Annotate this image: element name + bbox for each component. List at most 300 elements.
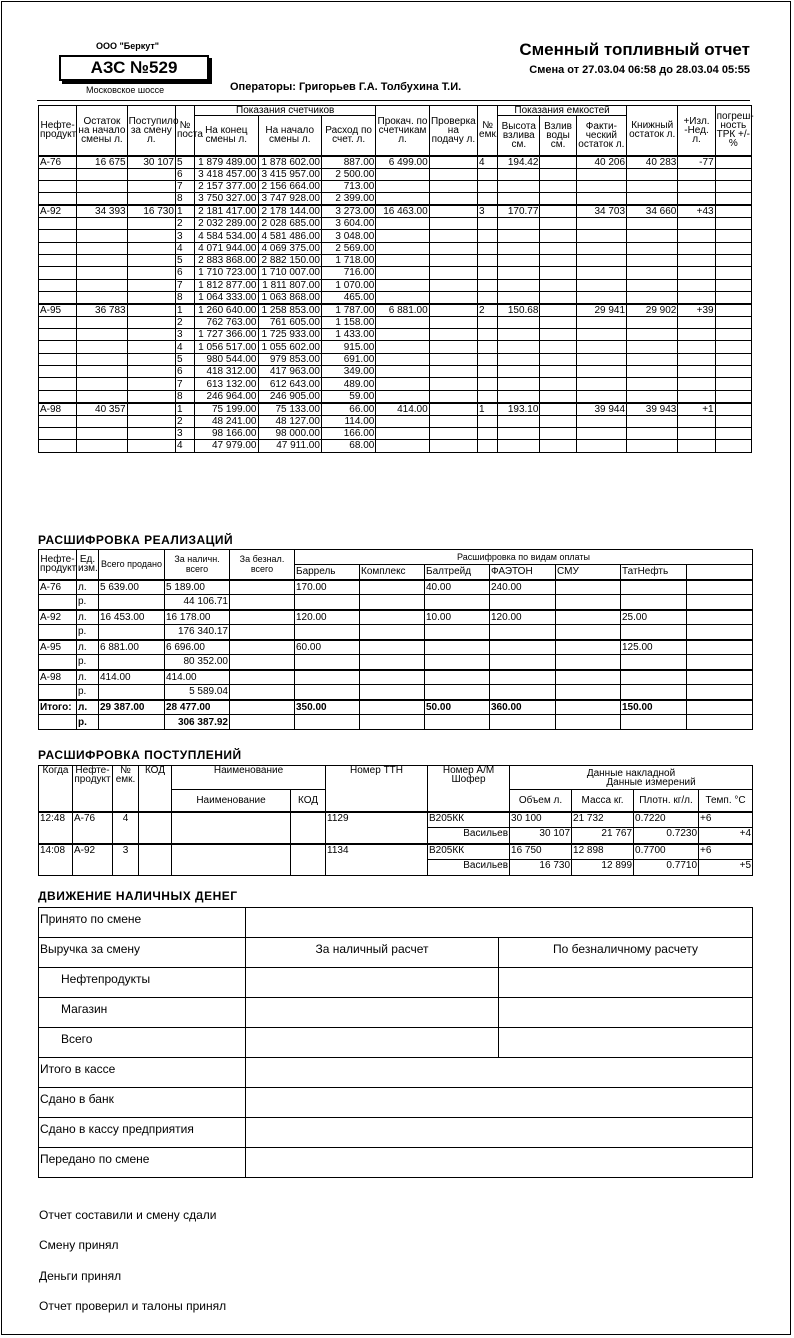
counter-cell-actual [576,168,626,180]
sales-row [39,580,753,595]
receipt-measured-value: 16 730 [510,860,572,876]
sales-cell: 120.00 [490,610,556,625]
counter-row [39,254,752,266]
sales-cell: 125.00 [621,640,687,655]
counter-cell-check [429,366,477,378]
counter-cell-tank-no [478,415,498,427]
counter-cell-actual: 40 206 [576,156,626,169]
counter-cell-meter-end: 418 312.00 [195,366,258,378]
cash-total: Всего [39,1028,246,1058]
counter-cell-tank-no [478,353,498,365]
counter-cell-pumped: 6 881.00 [376,304,429,317]
sales-cell [621,670,687,685]
counter-cell-error [715,156,751,169]
counter-cell-pumped [376,341,429,353]
sales-col-noncash: За безнал. всего [230,550,295,580]
counter-cell-meter-start: 1 725 933.00 [258,329,321,341]
counter-cell-meter-flow: 66.00 [321,403,375,416]
report-title: Сменный топливный отчет [519,40,750,59]
counter-cell-meter-flow: 713.00 [321,180,375,192]
sales-row [39,685,753,700]
sales-col-payment: ФАЭТОН [490,565,556,580]
sales-cell [230,685,295,700]
counter-cell-actual [576,440,626,452]
counter-cell-pumped [376,390,429,403]
receipt-driver: Васильев [428,860,510,876]
sales-cell: 60.00 [295,640,360,655]
counter-cell-book [627,230,678,242]
counter-cell-book [627,341,678,353]
sales-cell [425,640,490,655]
counter-cell-received [127,230,175,242]
counter-cell-post: 5 [175,353,194,365]
sales-cell [295,655,360,670]
counter-cell-check [429,316,477,328]
receipt-name [172,844,291,876]
counter-cell-actual [576,353,626,365]
counter-cell-book: 29 902 [627,304,678,317]
sales-cell [687,655,753,670]
counter-row [39,156,752,169]
counter-cell-water [540,156,576,169]
counter-cell-rest-start: 36 783 [77,304,127,317]
sales-cell [230,580,295,595]
rec-measured-label: Данные измерений [606,776,696,788]
counter-cell-height: 150.68 [498,304,540,317]
sales-cell: л. [77,670,99,685]
counter-cell-meter-flow: 3 273.00 [321,205,375,218]
sales-cell [687,640,753,655]
counter-cell-tank-no [478,390,498,403]
counter-row [39,218,752,230]
station-name: АЗС №529 [90,58,178,77]
counter-row [39,403,752,416]
sales-cell [687,685,753,700]
counter-cell-post: 3 [175,230,194,242]
counter-cell-meter-end: 2 157 377.00 [195,180,258,192]
sales-col-payment: Баррель [295,565,360,580]
receipt-invoice-value: +6 [699,844,753,860]
counter-cell-check [429,242,477,254]
rec-col-car: Номер А/М Шофер [428,766,510,812]
col-book: Книжный остаток л. [627,106,678,156]
sales-cell: 414.00 [99,670,165,685]
sales-cell: 6 696.00 [165,640,230,655]
counter-cell-rest-start [77,168,127,180]
cash-shop-cash [246,998,499,1028]
counter-cell-product [39,440,77,452]
cash-to-company-value [246,1118,753,1148]
counter-row [39,341,752,353]
sales-cell: 80 352.00 [165,655,230,670]
sales-cell [556,625,621,640]
col-tank-no: № емк. [478,106,498,156]
receipt-measured-value: +5 [699,860,753,876]
counter-cell-water [540,415,576,427]
counter-cell-height [498,427,540,439]
rec-col-code: КОД [139,766,172,812]
counter-cell-product [39,378,77,390]
sales-cell [99,595,165,610]
sales-cell [621,595,687,610]
counter-cell-meter-end: 48 241.00 [195,415,258,427]
counter-cell-surplus: +1 [678,403,715,416]
sales-cell [360,580,425,595]
counter-cell-rest-start [77,316,127,328]
counter-cell-meter-start: 1 811 807.00 [258,279,321,291]
sales-col-cash: За наличн. всего [165,550,230,580]
counter-cell-actual: 34 703 [576,205,626,218]
sales-cell [621,655,687,670]
receipt-code [139,812,172,844]
counter-cell-pumped: 6 499.00 [376,156,429,169]
counter-cell-check [429,341,477,353]
company-name: ООО "Беркут" [96,41,160,51]
counter-cell-surplus [678,279,715,291]
counter-cell-surplus [678,341,715,353]
counter-cell-height [498,267,540,279]
counter-row [39,353,752,365]
counter-cell-actual [576,316,626,328]
receipt-row [39,812,753,828]
sales-cell [556,700,621,715]
counter-cell-actual [576,242,626,254]
counter-cell-error [715,180,751,192]
counter-cell-post: 4 [175,242,194,254]
cash-title: ДВИЖЕНИЕ НАЛИЧНЫХ ДЕНЕГ [38,889,238,903]
col-height: Высота взлива см. [498,116,540,156]
counter-cell-pumped [376,242,429,254]
counter-cell-water [540,218,576,230]
counter-cell-meter-flow: 465.00 [321,291,375,304]
sales-cell: 350.00 [295,700,360,715]
counter-cell-product [39,329,77,341]
counter-cell-post: 6 [175,168,194,180]
counter-cell-water [540,378,576,390]
cash-in-till: Итого в кассе [39,1058,246,1088]
counter-cell-product: А-76 [39,156,77,169]
sales-cell [556,595,621,610]
cash-revenue: Выручка за смену [39,938,246,968]
counter-cell-received [127,267,175,279]
counter-cell-meter-flow: 887.00 [321,156,375,169]
sales-col-total: Всего продано [99,550,165,580]
counter-cell-meter-end: 980 544.00 [195,353,258,365]
sales-cell: 414.00 [165,670,230,685]
counter-cell-received [127,329,175,341]
counter-cell-surplus [678,366,715,378]
counter-cell-check [429,427,477,439]
sales-cell: 25.00 [621,610,687,625]
counter-cell-received [127,279,175,291]
sales-cell [425,685,490,700]
counter-row [39,193,752,206]
receipt-car: В205КК [428,812,510,828]
counter-row [39,329,752,341]
counter-cell-error [715,329,751,341]
sales-cell [425,670,490,685]
col-check: Проверка на подачу л. [429,106,477,156]
sales-cell [360,685,425,700]
counter-cell-check [429,218,477,230]
counter-cell-check [429,390,477,403]
counter-cell-rest-start [77,242,127,254]
receipt-name [172,812,291,844]
counter-cell-water [540,329,576,341]
counter-cell-rest-start [77,267,127,279]
counter-cell-error [715,254,751,266]
counter-cell-received [127,180,175,192]
sales-cell [490,670,556,685]
counter-cell-check [429,168,477,180]
counter-cell-meter-start: 3 747 928.00 [258,193,321,206]
sales-cell [490,640,556,655]
counter-cell-surplus [678,242,715,254]
sales-cell [425,715,490,730]
counter-row [39,378,752,390]
counter-cell-rest-start [77,193,127,206]
sales-cell [687,670,753,685]
counter-cell-error [715,378,751,390]
counter-cell-received [127,242,175,254]
counter-cell-meter-start: 75 133.00 [258,403,321,416]
sales-title: РАСШИФРОВКА РЕАЛИЗАЦИЙ [38,533,234,547]
signature-line: Отчет составили и смену сдали [39,1208,217,1222]
counter-cell-pumped [376,378,429,390]
counter-cell-received [127,366,175,378]
sales-cell [230,625,295,640]
sales-cell [360,625,425,640]
counter-cell-pumped [376,193,429,206]
counter-cell-book [627,267,678,279]
counter-row [39,440,752,452]
sales-cell: 306 387.92 [165,715,230,730]
counter-cell-height [498,341,540,353]
counter-cell-error [715,415,751,427]
sales-cell: 16 453.00 [99,610,165,625]
counter-cell-meter-end: 98 166.00 [195,427,258,439]
counter-cell-actual [576,267,626,279]
sales-cell [687,700,753,715]
cash-in-till-value [246,1058,753,1088]
counter-cell-pumped [376,366,429,378]
counter-cell-meter-end: 1 879 489.00 [195,156,258,169]
counter-cell-meter-start: 979 853.00 [258,353,321,365]
counter-cell-meter-end: 246 964.00 [195,390,258,403]
counter-cell-meter-end: 75 199.00 [195,403,258,416]
sales-cell: л. [77,610,99,625]
counter-cell-meter-flow: 1 433.00 [321,329,375,341]
counter-cell-surplus [678,180,715,192]
counter-cell-received [127,304,175,317]
counter-cell-pumped [376,180,429,192]
sales-cell: 6 881.00 [99,640,165,655]
counter-cell-error [715,427,751,439]
rec-col-when: Когда [39,766,73,812]
cash-total-noncash [499,1028,753,1058]
receipt-product: А-92 [73,844,113,876]
counter-cell-meter-end: 2 032 289.00 [195,218,258,230]
counter-cell-post: 2 [175,218,194,230]
sales-cell: 16 178.00 [165,610,230,625]
counter-cell-height [498,291,540,304]
sales-cell [295,685,360,700]
counter-row [39,291,752,304]
counter-cell-tank-no [478,291,498,304]
sales-row [39,700,753,715]
counter-cell-meter-end: 1 260 640.00 [195,304,258,317]
counter-cell-post: 4 [175,440,194,452]
counter-cell-water [540,279,576,291]
sales-cell [687,715,753,730]
counter-cell-meter-flow: 114.00 [321,415,375,427]
counter-cell-check [429,415,477,427]
counter-cell-post: 1 [175,304,194,317]
counter-cell-book: 40 283 [627,156,678,169]
counter-cell-tank-no [478,180,498,192]
counter-cell-surplus [678,254,715,266]
sales-col-breakdown: Расшифровка по видам оплаты [295,550,753,565]
counter-cell-error [715,341,751,353]
counter-cell-book [627,415,678,427]
counter-cell-received [127,218,175,230]
counter-cell-product [39,168,77,180]
counter-cell-meter-start: 1 878 602.00 [258,156,321,169]
counter-cell-water [540,267,576,279]
counter-cell-meter-flow: 2 399.00 [321,193,375,206]
counters-table [38,105,752,453]
counter-cell-height [498,279,540,291]
counter-cell-water [540,427,576,439]
counter-cell-meter-flow: 59.00 [321,390,375,403]
counter-cell-error [715,205,751,218]
cash-to-company: Сдано в кассу предприятия [39,1118,246,1148]
counter-cell-check [429,279,477,291]
counter-cell-meter-start: 2 882 150.00 [258,254,321,266]
station-address: Московское шоссе [86,85,165,95]
counter-cell-error [715,316,751,328]
sales-cell [360,655,425,670]
counter-cell-check [429,378,477,390]
receipt-invoice-value: 30 100 [510,812,572,828]
counter-cell-error [715,193,751,206]
counter-cell-tank-no: 2 [478,304,498,317]
sales-cell [295,670,360,685]
counter-cell-error [715,267,751,279]
col-tanks: Показания емкостей [498,106,627,116]
counter-cell-meter-end: 2 883 868.00 [195,254,258,266]
counter-cell-received [127,168,175,180]
receipt-measured-value: 12 899 [572,860,634,876]
counter-cell-book [627,378,678,390]
sales-cell [687,625,753,640]
sales-cell [621,715,687,730]
counter-cell-check [429,254,477,266]
counter-cell-check [429,205,477,218]
counter-cell-meter-start: 4 069 375.00 [258,242,321,254]
counter-cell-water [540,291,576,304]
counter-cell-meter-start: 4 581 486.00 [258,230,321,242]
counter-cell-meter-end: 3 418 457.00 [195,168,258,180]
receipt-measured-value: 21 767 [572,828,634,844]
sales-cell [39,595,77,610]
station-box [59,55,209,81]
col-rest-start: Остаток на начало смены л. [77,106,127,156]
sales-col-product: Нефте-продукт [39,550,77,580]
counter-cell-meter-flow: 691.00 [321,353,375,365]
counter-cell-post: 7 [175,378,194,390]
rec-col-invoice [510,766,753,790]
counter-cell-actual: 29 941 [576,304,626,317]
col-meters: Показания счетчиков [195,106,376,116]
receipt-invoice-value: +6 [699,812,753,828]
col-meter-start: На начало смены л. [258,116,321,156]
counter-cell-pumped: 414.00 [376,403,429,416]
counter-cell-tank-no: 3 [478,205,498,218]
counter-cell-tank-no: 1 [478,403,498,416]
counter-cell-rest-start [77,230,127,242]
sales-cell: 360.00 [490,700,556,715]
counter-cell-meter-end: 613 132.00 [195,378,258,390]
counter-cell-height [498,390,540,403]
sales-cell [39,685,77,700]
counter-row [39,427,752,439]
counter-cell-error [715,230,751,242]
counter-cell-height: 194.42 [498,156,540,169]
sales-cell: 176 340.17 [165,625,230,640]
counter-cell-check [429,304,477,317]
counter-cell-height [498,180,540,192]
counter-cell-height [498,378,540,390]
counter-row [39,242,752,254]
counter-cell-tank-no [478,168,498,180]
rec-col-density: Плотн. кг/л. [634,790,699,812]
counter-cell-meter-start: 1 258 853.00 [258,304,321,317]
sales-cell [556,580,621,595]
counter-cell-received [127,378,175,390]
sales-cell [360,640,425,655]
counter-cell-post: 5 [175,156,194,169]
counter-cell-water [540,230,576,242]
counter-cell-tank-no [478,193,498,206]
sales-row [39,625,753,640]
counter-cell-pumped [376,218,429,230]
counter-row [39,230,752,242]
counter-cell-post: 5 [175,254,194,266]
sales-cell: А-95 [39,640,77,655]
sales-col-unit: Ед. изм. [77,550,99,580]
sales-row [39,715,753,730]
counter-cell-tank-no [478,329,498,341]
counter-cell-actual [576,230,626,242]
counter-cell-water [540,440,576,452]
counter-cell-rest-start [77,427,127,439]
counter-cell-meter-start: 3 415 957.00 [258,168,321,180]
counter-cell-product [39,415,77,427]
rec-col-temp: Темп. °C [699,790,753,812]
sales-cell [39,655,77,670]
counter-cell-water [540,403,576,416]
counter-cell-product [39,267,77,279]
counter-cell-book [627,168,678,180]
sales-cell: 29 387.00 [99,700,165,715]
counter-cell-actual [576,415,626,427]
counter-cell-pumped [376,427,429,439]
counter-cell-height [498,168,540,180]
counter-cell-pumped [376,440,429,452]
sales-cell [360,715,425,730]
counter-cell-tank-no [478,366,498,378]
